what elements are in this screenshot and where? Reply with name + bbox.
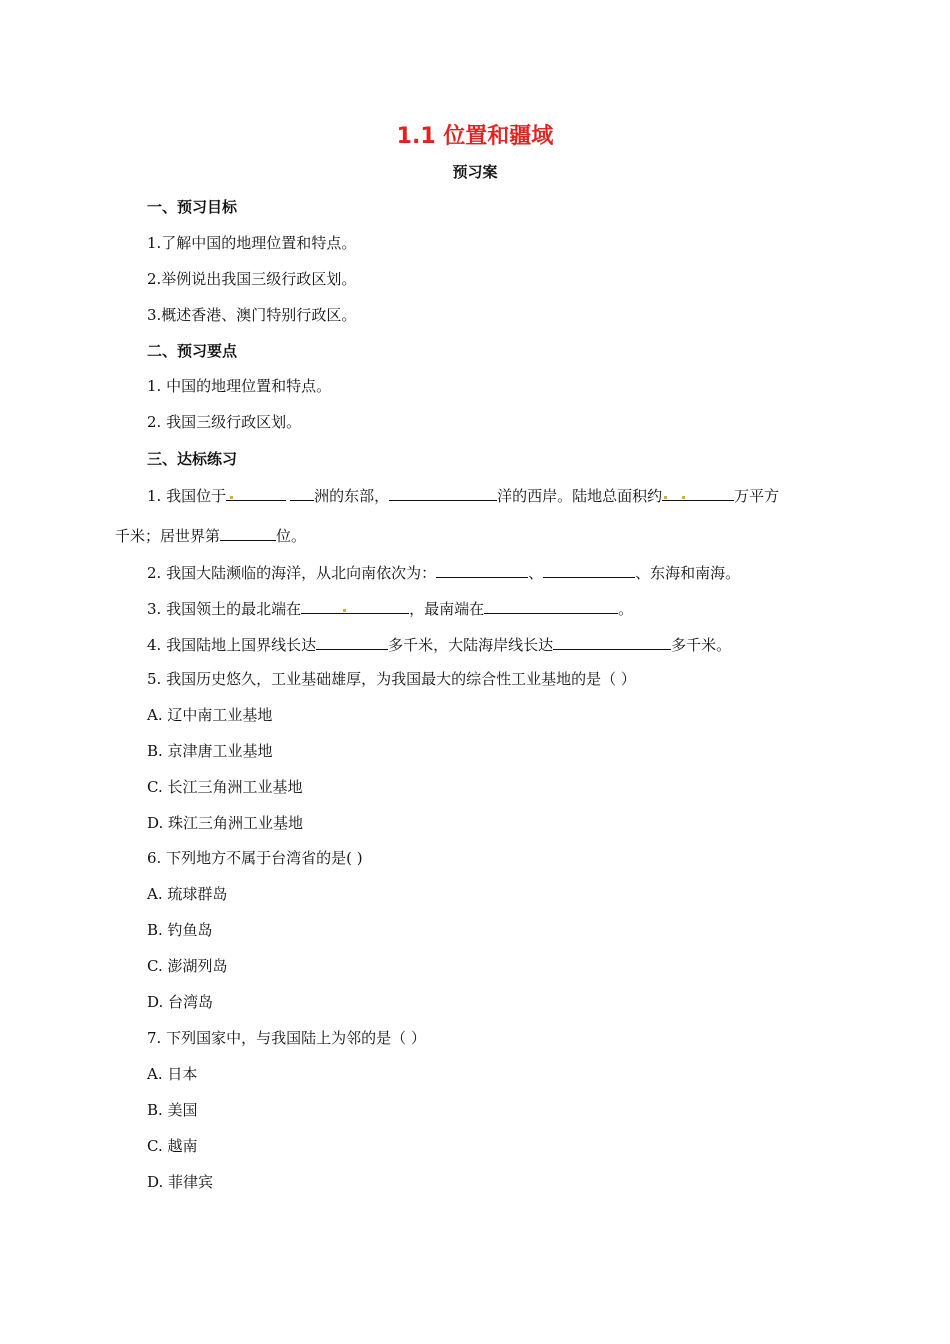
- page-title: 1.1 位置和疆域: [396, 124, 554, 149]
- question-text: 、: [528, 564, 544, 582]
- points-heading: 二、预习要点: [147, 342, 238, 360]
- option-a[interactable]: A. 琉球群岛: [147, 885, 228, 903]
- option-a[interactable]: A. 日本: [147, 1065, 198, 1083]
- question-5-stem: 5. 我国历史悠久，工业基础雄厚，为我国最大的综合性工业基地的是（ ）: [147, 670, 636, 688]
- question-text: ，最南端在: [409, 600, 485, 618]
- option-a[interactable]: A. 辽中南工业基地: [147, 706, 273, 724]
- answer-blank[interactable]: [543, 561, 635, 578]
- option-d[interactable]: D. 台湾岛: [147, 993, 214, 1011]
- question-6-stem: 6. 下列地方不属于台湾省的是( ): [147, 849, 363, 867]
- question-3: [147, 597, 633, 619]
- answer-blank[interactable]: [662, 484, 734, 501]
- question-text: 多千米。: [671, 636, 732, 654]
- option-d[interactable]: D. 菲律宾: [147, 1173, 214, 1191]
- answer-blank[interactable]: [301, 597, 409, 614]
- option-c[interactable]: C. 澎湖列岛: [147, 957, 228, 975]
- option-c[interactable]: C. 长江三角洲工业基地: [147, 778, 303, 796]
- question-text: 万平方: [734, 487, 780, 505]
- goal-item: 3.概述香港、澳门特别行政区。: [147, 306, 357, 324]
- question-text: 洲的东部，: [314, 487, 390, 505]
- answer-blank[interactable]: [389, 484, 497, 501]
- question-4: [147, 633, 731, 655]
- page-subtitle: 预习案: [452, 163, 498, 181]
- question-1-line-1: [147, 484, 779, 506]
- question-text: 洋的西岸。陆地总面积约: [497, 487, 663, 505]
- answer-blank[interactable]: [484, 597, 618, 614]
- goals-heading: 一、预习目标: [147, 198, 238, 216]
- question-text: 位。: [276, 527, 307, 545]
- question-text: 4. 我国陆地上国界线长达: [147, 636, 317, 654]
- answer-blank[interactable]: [436, 561, 528, 578]
- answer-blank[interactable]: [553, 633, 671, 650]
- question-7-stem: 7. 下列国家中，与我国陆上为邻的是（ ）: [147, 1029, 426, 1047]
- option-d[interactable]: D. 珠江三角洲工业基地: [147, 814, 304, 832]
- option-c[interactable]: C. 越南: [147, 1137, 198, 1155]
- answer-blank[interactable]: [226, 484, 286, 501]
- option-b[interactable]: B. 美国: [147, 1101, 198, 1119]
- option-b[interactable]: B. 钓鱼岛: [147, 921, 213, 939]
- point-item: 1. 中国的地理位置和特点。: [147, 377, 332, 395]
- question-text: 2. 我国大陆濒临的海洋，从北向南依次为：: [147, 564, 437, 582]
- answer-blank[interactable]: [290, 484, 314, 501]
- answer-blank[interactable]: [316, 633, 388, 650]
- option-b[interactable]: B. 京津唐工业基地: [147, 742, 273, 760]
- practice-heading: 三、达标练习: [147, 450, 238, 468]
- point-item: 2. 我国三级行政区划。: [147, 413, 302, 431]
- answer-blank[interactable]: [220, 524, 276, 541]
- question-text: 。: [618, 600, 634, 618]
- question-text: 、东海和南海。: [635, 564, 741, 582]
- question-text: 1. 我国位于: [147, 487, 227, 505]
- goal-item: 2.举例说出我国三级行政区划。: [147, 270, 357, 288]
- goal-item: 1.了解中国的地理位置和特点。: [147, 234, 357, 252]
- question-text: 千米；居世界第: [115, 527, 221, 545]
- question-1-line-2: [115, 524, 306, 546]
- question-text: 多千米，大陆海岸线长达: [388, 636, 554, 654]
- question-text: 3. 我国领土的最北端在: [147, 600, 302, 618]
- question-2: [147, 561, 740, 583]
